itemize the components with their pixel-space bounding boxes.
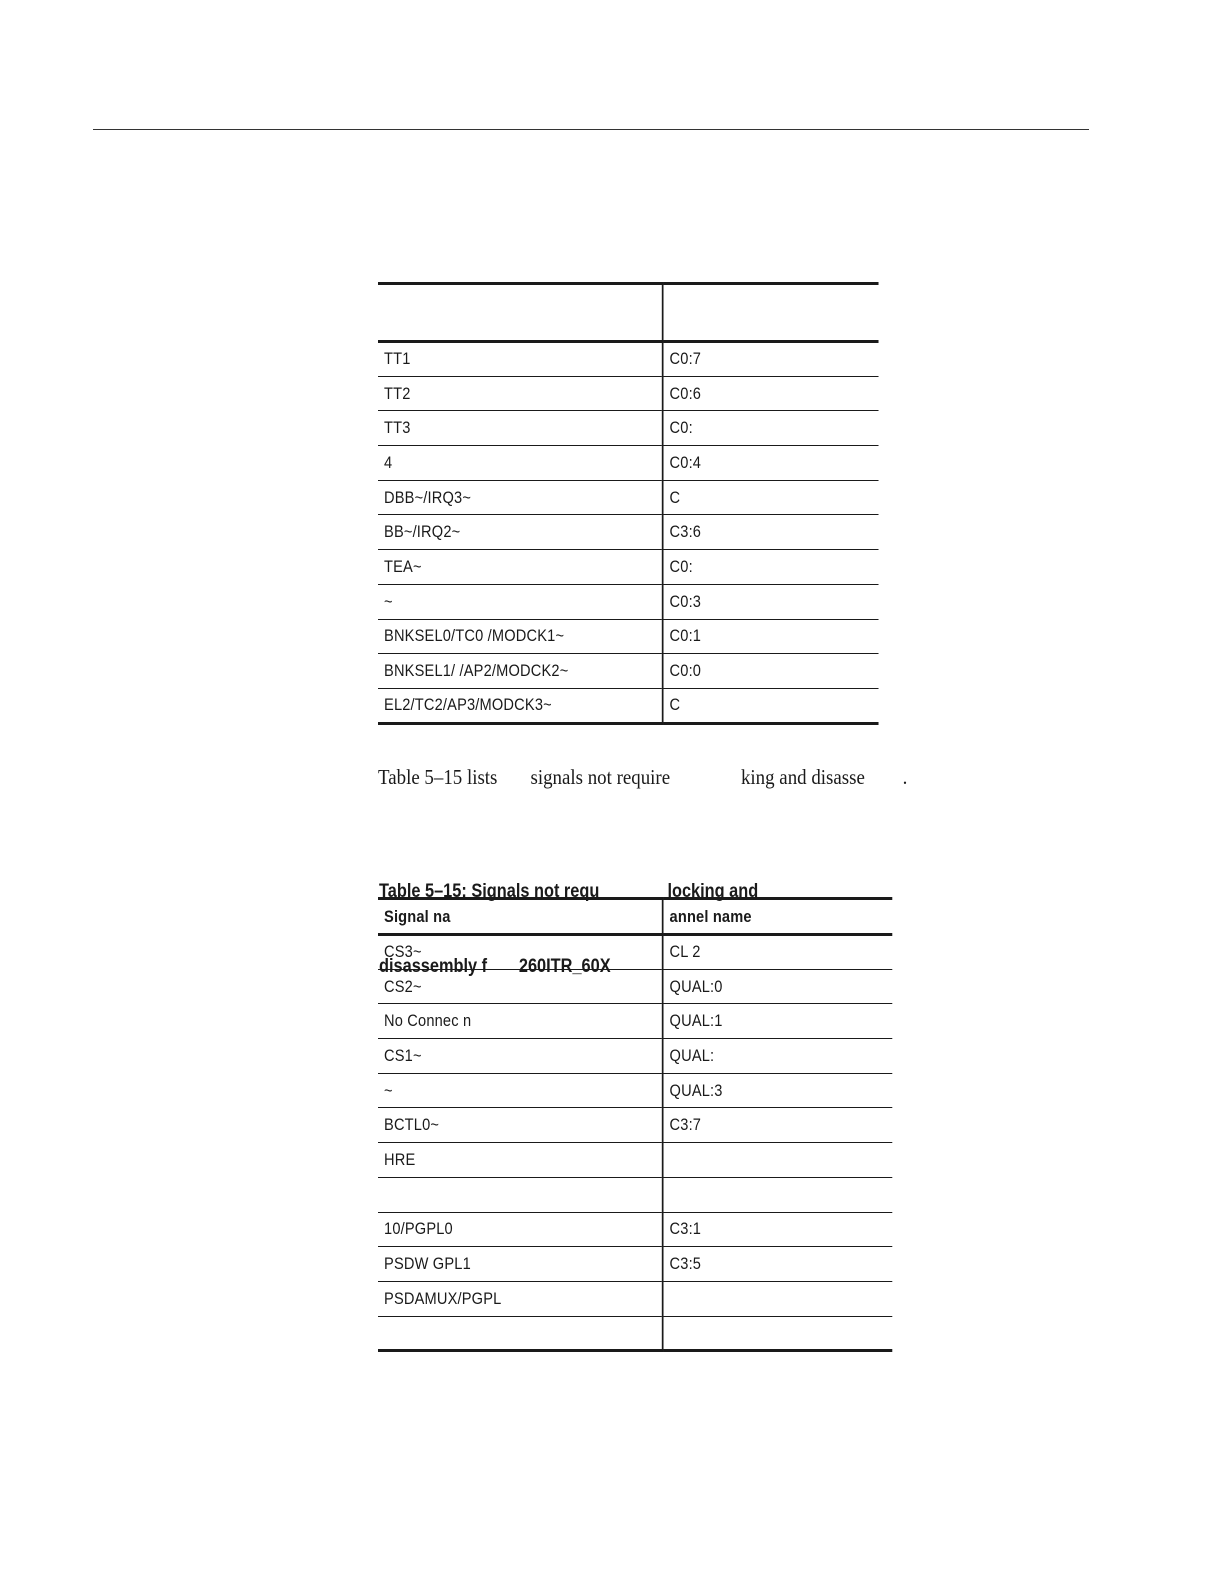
signal-name-cell: ~ [378,1073,663,1108]
column-header-channel [663,284,879,342]
table-row [378,1004,892,1039]
signal-name-cell: EL2/TC2/AP3/MODCK3~ [378,688,663,723]
signal-name-cell: 4 [378,446,663,481]
signal-name-cell: DBB~/IRQ3~ [378,480,663,515]
signal-name-cell: HRE [378,1143,663,1178]
table-caption-line-1: Table 5–15: Signals not requ locking and [379,881,759,902]
channel-name-cell: C [663,480,879,515]
signal-name-cell: TT1 [378,342,663,377]
channel-name-cell [663,1316,893,1351]
channel-name-cell: C0:6 [663,376,879,411]
signal-name-cell: BCTL0~ [378,1108,663,1143]
table-row [378,1039,892,1074]
signal-name-cell: ~ [378,584,663,619]
table-row [378,1212,892,1247]
signal-name-cell: TEA~ [378,550,663,585]
signal-name-cell: CS1~ [378,1039,663,1074]
channel-name-cell: QUAL:0 [663,969,893,1004]
table-row [378,1281,892,1316]
table-row [378,935,892,970]
signal-channel-table-continued [378,282,879,725]
table-row [378,480,879,515]
signal-name-cell [378,1177,663,1212]
table-row [378,1108,892,1143]
table-row [378,342,879,377]
signal-name-cell [378,1316,663,1351]
signal-name-cell: No Connec n [378,1004,663,1039]
channel-name-cell: C3:5 [663,1247,893,1282]
channel-name-cell: QUAL:3 [663,1073,893,1108]
signal-name-cell: BNKSEL1/ /AP2/MODCK2~ [378,654,663,689]
column-header-channel-name: annel name [663,899,893,935]
column-header-signal [378,284,663,342]
channel-name-cell: C0:0 [663,654,879,689]
table-row [378,1143,892,1178]
signal-name-cell: 10/PGPL0 [378,1212,663,1247]
channel-name-cell: C0:4 [663,446,879,481]
channel-name-cell: C0:7 [663,342,879,377]
table-row [378,1177,892,1212]
channel-name-cell [663,1143,893,1178]
signal-name-cell: PSDAMUX/PGPL [378,1281,663,1316]
table-row [378,446,879,481]
table-row [378,688,879,723]
signal-name-cell: BNKSEL0/TC0 /MODCK1~ [378,619,663,654]
signals-not-required-table [378,897,892,1352]
body-paragraph: Table 5–15 lists signals not require king and disasse . [378,765,908,789]
channel-name-cell: C0: [663,411,879,446]
table-row [378,1247,892,1282]
channel-name-cell: QUAL:1 [663,1004,893,1039]
channel-name-cell: C3:7 [663,1108,893,1143]
table-row [378,619,879,654]
table-row [378,411,879,446]
channel-name-cell [663,1281,893,1316]
table-row [378,1316,892,1351]
table-row [378,550,879,585]
channel-name-cell: C0: [663,550,879,585]
table-caption-line-2: disassembly f 260ITR_60X [379,956,611,977]
channel-name-cell [663,1177,893,1212]
table-row [378,1073,892,1108]
table-row [378,376,879,411]
column-header-signal-name: Signal na [378,899,663,935]
channel-name-cell: C3:1 [663,1212,893,1247]
channel-name-cell: C0:3 [663,584,879,619]
signal-name-cell: BB~/IRQ2~ [378,515,663,550]
header-rule [93,129,1089,130]
channel-name-cell: QUAL: [663,1039,893,1074]
signal-name-cell: CS2~ [378,969,663,1004]
table-row [378,584,879,619]
table-row [378,515,879,550]
channel-name-cell: C [663,688,879,723]
channel-name-cell: CL 2 [663,935,893,970]
signal-name-cell: CS3~ [378,935,663,970]
table-header-row [378,899,892,935]
signal-name-cell: TT3 [378,411,663,446]
signal-name-cell: PSDW GPL1 [378,1247,663,1282]
channel-name-cell: C3:6 [663,515,879,550]
table-row [378,969,892,1004]
table-row [378,654,879,689]
signal-name-cell: TT2 [378,376,663,411]
channel-name-cell: C0:1 [663,619,879,654]
table-header-row [378,284,879,342]
